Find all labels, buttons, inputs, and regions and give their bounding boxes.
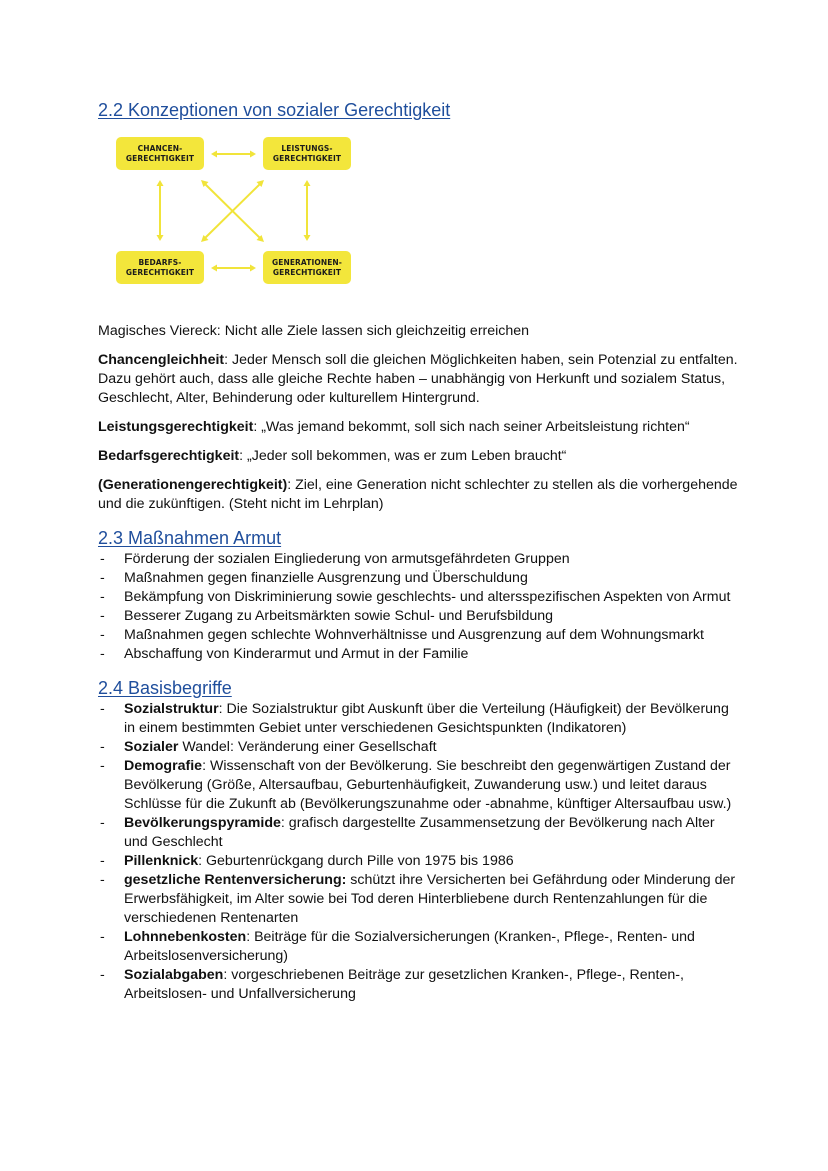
basisbegriffe-list xyxy=(98,700,738,1004)
term: (Generationengerechtigkeit) xyxy=(98,477,288,493)
section-heading-2-2: 2.2 Konzeptionen von sozialer Gerechtigkeit xyxy=(98,100,451,120)
term: Leistungsgerechtigkeit xyxy=(98,419,254,435)
term: Sozialer xyxy=(124,739,179,755)
list-item: - Maßnahmen gegen schlechte Wohnverhältnisse und Ausgrenzung auf dem Wohnungsmarkt xyxy=(98,626,738,645)
list-item xyxy=(98,871,738,928)
definition: : Beiträge für die Sozialversicherungen (Kranken-, Pflege-, Renten- und Arbeitslosenversicherung) xyxy=(124,929,695,964)
term: Chancengleichheit xyxy=(98,352,225,368)
box-leistungsgerechtigkeit: LEISTUNGS- GERECHTIGKEIT xyxy=(263,137,351,170)
list-item xyxy=(98,966,738,1004)
definition: : grafisch dargestellte Zusammensetzung der Bevölkerung nach Alter und Geschlecht xyxy=(124,815,715,850)
section-heading-2-4: 2.4 Basisbegriffe xyxy=(98,678,232,698)
term: gesetzliche Rentenversicherung: xyxy=(124,872,347,888)
arrow-left-head-bottom xyxy=(157,235,164,241)
term: Sozialstruktur xyxy=(124,701,219,717)
box-bedarfsgerechtigkeit: BEDARFS- GERECHTIGKEIT xyxy=(116,251,204,284)
definition-leistungsgerechtigkeit xyxy=(98,418,738,437)
list-item: - Maßnahmen gegen finanzielle Ausgrenzung und Überschuldung xyxy=(98,569,738,588)
definition: : Jeder Mensch soll die gleichen Möglichkeiten haben, sein Potenzial zu entfalten. Dazu gehört auch, dass alle gleiche Rechte haben – unabhängig von Herkunft und sozialem Status, Geschlecht, Alter, Behinderung oder kulturellem Hintergrund. xyxy=(98,352,738,406)
term: Sozialabgaben xyxy=(124,967,224,983)
box-generationengerechtigkeit: GENERATIONEN- GERECHTIGKEIT xyxy=(263,251,351,284)
list-item xyxy=(98,738,738,757)
definition: : Wissenschaft von der Bevölkerung. Sie beschreibt den gegenwärtigen Zustand der Bevölkerung (Größe, Altersaufbau, Geburtenhäufigkeit, Zuwanderung usw.) und leitet daraus Schlüsse für die Zukunft ab (Bevölkerungszunahme oder -abnahme, künftiger Altersaufbau usw.) xyxy=(124,758,732,812)
arrow-right-head-bottom xyxy=(304,235,311,241)
magic-square-diagram xyxy=(116,137,376,287)
list-item: - Bekämpfung von Diskriminierung sowie geschlechts- und altersspezifischen Aspekten von Armut xyxy=(98,588,738,607)
arrow-top-head-left xyxy=(211,151,217,158)
term: Demografie xyxy=(124,758,203,774)
arrow-left-head-top xyxy=(157,180,164,186)
definition: : „Jeder soll bekommen, was er zum Leben braucht“ xyxy=(239,448,567,464)
box-chancengerechtigkeit: CHANCEN- GERECHTIGKEIT xyxy=(116,137,204,170)
definition: : Ziel, eine Generation nicht schlechter zu stellen als die vorhergehende und die zukünftigen. (Steht nicht im Lehrplan) xyxy=(98,477,738,512)
definition: : „Was jemand bekommt, soll sich nach seiner Arbeitsleistung richten“ xyxy=(253,419,690,435)
arrow-bottom-head-right xyxy=(250,265,256,272)
term: Bedarfsgerechtigkeit xyxy=(98,448,240,464)
list-item xyxy=(98,700,738,738)
list-item: - Besserer Zugang zu Arbeitsmärkten sowie Schul- und Berufsbildung xyxy=(98,607,738,626)
definition: : Geburtenrückgang durch Pille von 1975 bis 1986 xyxy=(198,853,514,869)
section-heading-2-3: 2.3 Maßnahmen Armut xyxy=(98,528,282,548)
armut-measures-list xyxy=(98,550,738,664)
list-item: - Abschaffung von Kinderarmut und Armut in der Familie xyxy=(98,645,738,664)
definition: : vorgeschriebenen Beiträge zur gesetzlichen Kranken-, Pflege-, Renten-, Arbeitslosen- und Unfallversicherung xyxy=(124,967,684,1002)
arrow-right-head-top xyxy=(304,180,311,186)
arrow-top-head-right xyxy=(250,151,256,158)
definition: schützt ihre Versicherten bei Gefährdung oder Minderung der Erwerbsfähigkeit, im Alter sowie bei Tod deren Hinterbliebene durch Rentenzahlungen für die verschiedenen Rentenarten xyxy=(124,872,736,926)
definition-generationengerechtigkeit xyxy=(98,476,738,514)
list-item xyxy=(98,928,738,966)
definition-bedarfsgerechtigkeit xyxy=(98,447,738,466)
list-item: - Förderung der sozialen Eingliederung von armutsgefährdeten Gruppen xyxy=(98,550,738,569)
term: Bevölkerungspyramide xyxy=(124,815,281,831)
definition: : Die Sozialstruktur gibt Auskunft über die Verteilung (Häufigkeit) der Bevölkerung in einem bestimmten Gebiet unter verschiedenen Gesichtspunkten (Indikatoren) xyxy=(124,701,729,736)
list-item xyxy=(98,757,738,814)
definition: Wandel: Veränderung einer Gesellschaft xyxy=(178,739,437,755)
term: Lohnnebenkosten xyxy=(124,929,247,945)
definition-chancengleichheit xyxy=(98,351,738,408)
term: Pillenknick xyxy=(124,853,199,869)
document-page xyxy=(98,96,738,1004)
arrow-bottom-head-left xyxy=(211,265,217,272)
list-item xyxy=(98,814,738,852)
magic-square-intro: Magisches Viereck: Nicht alle Ziele lassen sich gleichzeitig erreichen xyxy=(98,323,530,339)
list-item xyxy=(98,852,738,871)
